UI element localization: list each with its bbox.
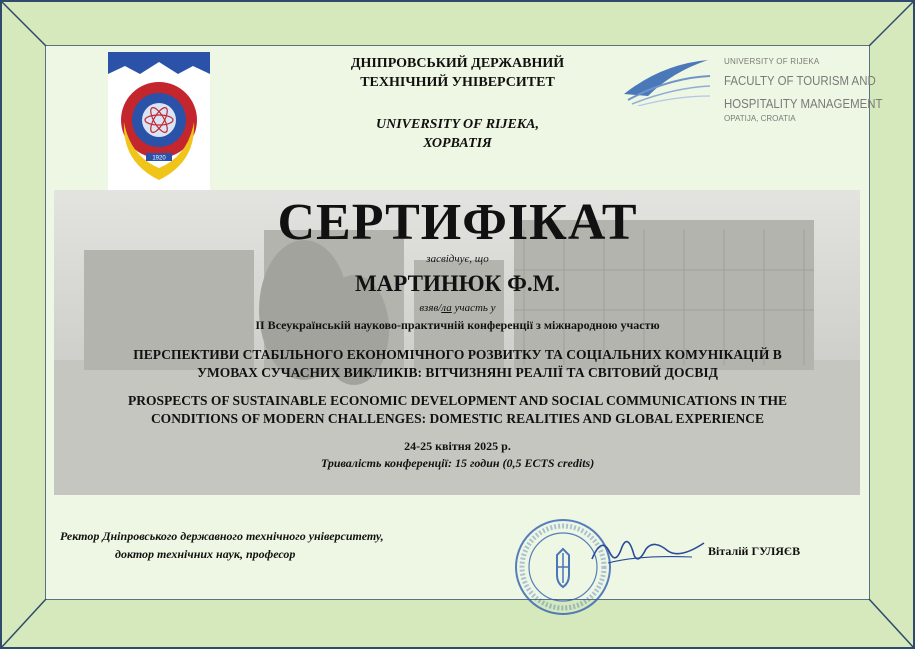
rijeka-line4: OPATIJA, CROATIA [724, 114, 796, 123]
theme-en-line2: CONDITIONS OF MODERN CHALLENGES: DOMESTIC REALITIES AND GLOBAL EXPERIENCE [150, 411, 765, 426]
confirms-text: засвідчує, що [426, 253, 489, 265]
certificate-title: СЕРТИФІКАТ [277, 194, 638, 251]
took-part-text [0, 302, 915, 314]
recipient-name: МАРТИНЮК Ф.М. [354, 271, 561, 296]
rijeka-line2: FACULTY OF TOURISM AND [724, 73, 876, 88]
conference-name: II Всеукраїнській науково-практичній конференції з міжнародною участю [255, 318, 660, 332]
university-ua-line1: ДНІПРОВСЬКИЙ ДЕРЖАВНИЙ [350, 56, 565, 71]
rector-title [60, 527, 384, 563]
logo-year: 1920 [152, 155, 166, 162]
theme-ua-line2: УМОВАХ СУЧАСНИХ ВИКЛИКІВ: ВІТЧИЗНЯНІ РЕАЛІЇ ТА СВІТОВИЙ ДОСВІД [197, 365, 718, 380]
theme-en-line1: PROSPECTS OF SUSTAINABLE ECONOMIC DEVELOPMENT AND SOCIAL COMMUNICATIONS IN THE [128, 393, 787, 408]
theme-ua [0, 346, 915, 382]
took-part-underlined: ла [441, 302, 452, 314]
partner-line1: UNIVERSITY OF RIJEKA, [376, 117, 539, 132]
signature-icon [588, 525, 708, 575]
partner-university-name [0, 115, 915, 153]
rijeka-line3: HOSPITALITY MANAGEMENT [724, 96, 883, 111]
signer-name: Віталій ГУЛЯЄВ [708, 544, 801, 558]
rector-line1: Ректор Дніпровського державного технічного університету, [60, 529, 384, 543]
rector-line2: доктор технічних наук, професор [115, 547, 296, 561]
theme-ua-line1: ПЕРСПЕКТИВИ СТАБІЛЬНОГО ЕКОНОМІЧНОГО РОЗВИТКУ ТА СОЦІАЛЬНИХ КОМУНІКАЦІЙ В [133, 347, 782, 362]
university-name-ua [0, 54, 915, 92]
theme-en [0, 392, 915, 428]
rijeka-line1: UNIVERSITY OF RIJEKA [724, 57, 820, 66]
took-part-pre: взяв/ [419, 302, 442, 314]
university-ua-line2: ТЕХНІЧНИЙ УНІВЕРСИТЕТ [360, 75, 555, 90]
conference-duration: Тривалість конференції: 15 годин (0,5 ECTS credits) [320, 456, 595, 470]
conference-dates: 24-25 квітня 2025 р. [404, 439, 511, 453]
partner-line2: ХОРВАТІЯ [423, 136, 492, 151]
took-part-post: участь у [451, 302, 496, 314]
